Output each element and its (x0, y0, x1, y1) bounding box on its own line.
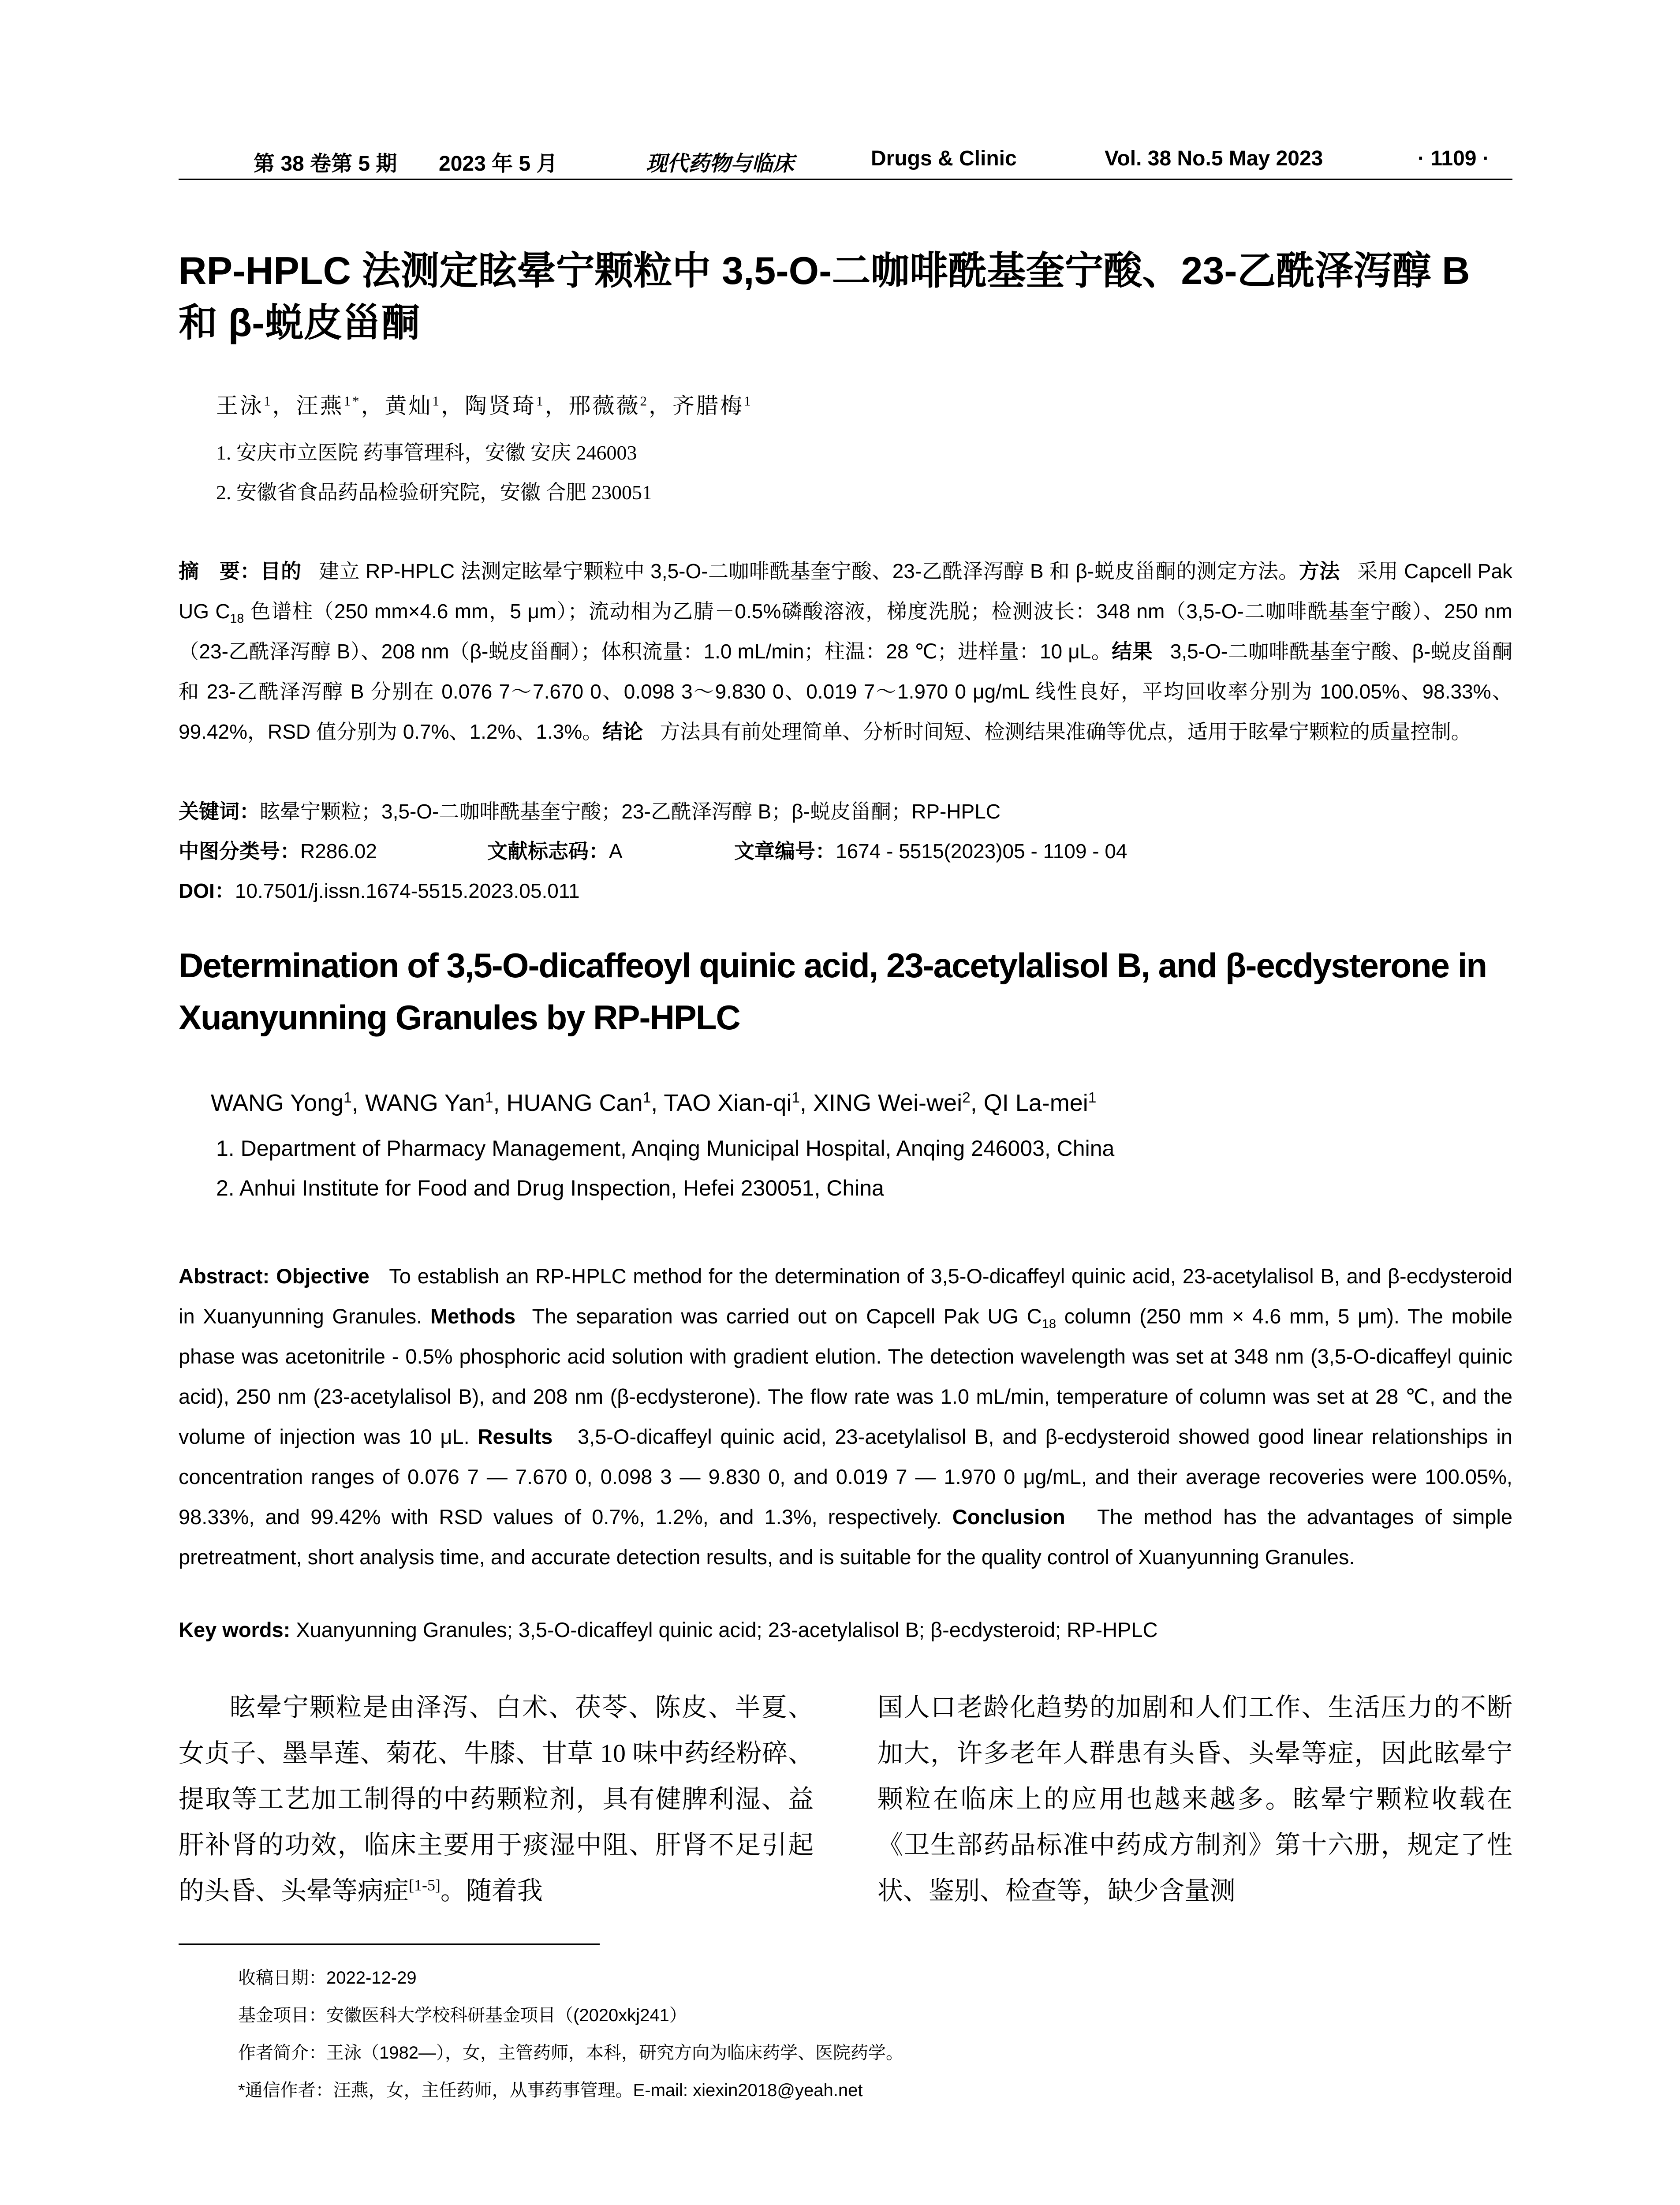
en-author-separator: , (970, 1090, 984, 1116)
author-list-en (211, 1089, 1096, 1117)
abstract-en-objective-label: Objective (276, 1264, 370, 1288)
cn-author-affiliation-mark: 1* (343, 393, 361, 409)
en-author-affiliation-mark: 1 (642, 1090, 651, 1106)
en-author-name: XING Wei-wei (813, 1090, 963, 1116)
cn-author-name: 汪燕 (296, 393, 344, 418)
en-author-affiliation-mark: 1 (485, 1090, 493, 1106)
en-author-name: QI La-mei (983, 1090, 1088, 1116)
cn-author-separator: ， (545, 393, 569, 418)
affiliation-cn-2: 2. 安徽省食品药品检验研究院，安徽 合肥 230051 (216, 481, 652, 504)
affiliation-en-2: 2. Anhui Institute for Food and Drug Inspection, Hefei 230051, China (216, 1176, 884, 1200)
abstract-en-label: Abstract: (179, 1264, 276, 1288)
body-column-left (179, 1685, 814, 1914)
header-rule (179, 179, 1512, 180)
cn-author-separator: ， (441, 393, 465, 418)
abstract-en-results: 3,5-O-dicaffeyl quinic acid, 23-acetylalisol B, and β-ecdysteroid showed good linear relationships in concentration ranges of 0.076 7 — 7.670 0, 0.098 3 — 9.830 0, and 0.019 7 — 1.970 0 μg/mL, and their average recoveries were 100.05%, 98.33%, and 99.42% with RSD values of 0.7%, 1.2%, and 1.3%, respectively. (179, 1425, 1512, 1529)
running-header (179, 142, 1512, 182)
header-page-number: · 1109 · (1418, 147, 1490, 170)
abstract-cn-methods-b: 色谱柱（250 mm×4.6 mm，5 μm）；流动相为乙腈－0.5%磷酸溶液，梯度洗脱；检测波长：348 nm（3,5-O-二咖啡酰基奎宁酸）、250 nm（23-乙酰泽泻醇 B）、208 nm（β-蜕皮甾酮）；体积流量：1.0 mL/min；柱温：28 ℃；进样量：10 μL。 (179, 600, 1513, 663)
abstract-cn (179, 551, 1512, 752)
cn-author-name: 邢薇薇 (568, 393, 640, 418)
header-date-cn: 2023 年 5 月 (439, 152, 558, 176)
keywords-cn-label: 关键词： (179, 800, 260, 823)
abstract-en-methods-b: column (250 mm × 4.6 mm, 5 μm). The mobile phase was acetonitrile - 0.5% phosphoric acid solution with gradient elution. The detection wavelength was set at 348 nm (3,5-O-dicaffeyl quinic acid), 250 nm (23-acetylalisol B), and 208 nm (β-ecdysterone). The flow rate was 1.0 mL/min, temperature of column was set at 28 ℃, and the volume of injection was 10 μL. (179, 1304, 1512, 1448)
abstract-cn-results: 3,5-O-二咖啡酰基奎宁酸、β-蜕皮甾酮和 23-乙酰泽泻醇 B 分别在 0.076 7～7.670 0、0.098 3～9.830 0、0.019 7～1.970 0 μg/mL 线性良好，平均回收率分别为 100.05%、98.33%、99.42%，RSD 值分别为 0.7%、1.2%、1.3%。 (179, 640, 1513, 743)
cn-author-affiliation-mark: 1 (536, 393, 545, 409)
abstract-en-conclusion: The method has the advantages of simple pretreatment, short analysis time, and accurate detection results, and is suitable for the quality control of Xuanyunning Granules. (179, 1505, 1512, 1569)
abstract-cn-conclusion: 方法具有前处理简单、分析时间短、检测结果准确等优点，适用于眩晕宁颗粒的质量控制。 (660, 720, 1471, 743)
document-code: 文献标志码： A (487, 840, 623, 863)
cn-author-name: 齐腊梅 (672, 393, 744, 418)
cn-author-name: 王泳 (216, 393, 264, 418)
footnote-rule (179, 1943, 600, 1945)
footnote-received: 收稿日期：2022-12-29 (238, 1968, 417, 1988)
clc-number: 中图分类号： R286.02 (179, 840, 377, 863)
cn-author-separator: ， (649, 393, 672, 418)
en-author-affiliation-mark: 1 (791, 1090, 800, 1106)
cn-author-name: 陶贤琦 (465, 393, 536, 418)
keywords-cn-text: 眩晕宁颗粒；3,5-O-二咖啡酰基奎宁酸；23-乙酰泽泻醇 B；β-蜕皮甾酮；RP-HPLC (260, 800, 1001, 823)
footnote-correspondence: *通信作者：汪燕，女，主任药师，从事药事管理。E-mail: xiexin2018@yeah.net (238, 2081, 863, 2100)
abstract-cn-methods-a: 采用 Capcell Pak UG C (179, 560, 1513, 623)
keywords-en (179, 1610, 1512, 1650)
doi-value[interactable]: 10.7501/j.issn.1674-5515.2023.05.011 (235, 879, 580, 902)
keywords-en-text: Xuanyunning Granules; 3,5-O-dicaffeyl quinic acid; 23-acetylalisol B; β-ecdysteroid; RP-HPLC (296, 1618, 1158, 1641)
affiliation-en-1: 1. Department of Pharmacy Management, Anqing Municipal Hospital, Anqing 246003, China (216, 1136, 1115, 1161)
abstract-cn-label: 摘 要： (179, 560, 261, 583)
en-author-affiliation-mark: 2 (962, 1090, 971, 1106)
cn-author-name: 黄灿 (385, 393, 433, 418)
cn-author-separator: ， (272, 393, 296, 418)
abstract-en (179, 1256, 1512, 1577)
en-author-separator: , (351, 1090, 365, 1116)
header-volume-en: Vol. 38 No.5 May 2023 (1105, 147, 1323, 170)
keywords-cn (179, 792, 1512, 832)
keywords-en-label: Key words: (179, 1618, 296, 1641)
header-journal-en: Drugs & Clinic (871, 147, 1017, 170)
doi-label: DOI： (179, 879, 235, 902)
header-volume-cn: 第 38 卷第 5 期 (254, 152, 397, 176)
en-author-name: WANG Yan (365, 1090, 485, 1116)
abstract-en-results-label: Results (478, 1425, 553, 1448)
footnote-author: 作者简介：王泳（1982—），女，主管药师，本科，研究方向为临床药学、医院药学。 (238, 2043, 903, 2063)
citation-ref[interactable]: [1-5] (409, 1876, 441, 1894)
affiliation-cn-1: 1. 安庆市立医院 药事管理科，安徽 安庆 246003 (216, 441, 637, 464)
cn-author-affiliation-mark: 2 (640, 393, 649, 409)
header-journal-cn: 现代药物与临床 (646, 151, 795, 176)
cn-author-separator: ， (361, 393, 385, 418)
en-author-separator: , (651, 1090, 664, 1116)
article-title-en: Determination of 3,5-O-dicaffeoyl quinic acid, 23-acetylalisol B, and β-ecdysterone in Xuanyunning Granules by RP-HPLC (179, 946, 1487, 1037)
abstract-cn-results-label: 结果 (1112, 640, 1153, 663)
abstract-cn-objective: 建立 RP-HPLC 法测定眩晕宁颗粒中 3,5-O-二咖啡酰基奎宁酸、23-乙酰泽泻醇 B 和 β-蜕皮甾酮的测定方法。 (319, 560, 1299, 583)
author-list-cn (216, 388, 753, 420)
article-number: 文章编号： 1674 - 5515(2023)05 - 1109 - 04 (734, 840, 1127, 863)
en-author-name: TAO Xian-qi (664, 1090, 792, 1116)
cn-author-affiliation-mark: 1 (432, 393, 441, 409)
body-left-text-end: 。随着我 (440, 1876, 543, 1905)
body-column-right: 国人口老龄化趋势的加剧和人们工作、生活压力的不断加大，许多老年人群患有头昏、头晕等症，因此眩晕宁颗粒在临床上的应用也越来越多。眩晕宁颗粒收载在《卫生部药品标准中药成方制剂》第十六册，规定了性状、鉴别、检查等，缺少含量测 (877, 1693, 1512, 1905)
abstract-en-methods-a: The separation was carried out on Capcell Pak UG C (532, 1304, 1042, 1328)
abstract-en-methods-label: Methods (430, 1304, 516, 1328)
cn-author-affiliation-mark: 1 (264, 393, 273, 409)
doi-line (179, 871, 1512, 911)
abstract-cn-methods-sub: 18 (230, 612, 244, 626)
cn-author-affiliation-mark: 1 (744, 393, 753, 409)
abstract-cn-conclusion-label: 结论 (602, 720, 643, 743)
body-left-text: 眩晕宁颗粒是由泽泻、白术、茯苓、陈皮、半夏、女贞子、墨旱莲、菊花、牛膝、甘草 10 味中药经粉碎、提取等工艺加工制得的中药颗粒剂，具有健脾利湿、益肝补肾的功效，临床主要用于痰湿中阻、肝肾不足引起的头昏、头晕等病症 (179, 1693, 814, 1905)
footnote-fund: 基金项目：安徽医科大学校科研基金项目（(2020xkj241） (238, 2006, 687, 2025)
abstract-cn-methods-label: 方法 (1299, 560, 1340, 583)
abstract-en-conclusion-label: Conclusion (952, 1505, 1065, 1529)
en-author-affiliation-mark: 1 (343, 1090, 352, 1106)
en-author-affiliation-mark: 1 (1088, 1090, 1097, 1106)
article-title-cn: RP-HPLC 法测定眩晕宁颗粒中 3,5-O-二咖啡酰基奎宁酸、23-乙酰泽泻醇 B 和 β-蜕皮甾酮 (179, 249, 1470, 344)
abstract-en-methods-sub: 18 (1042, 1317, 1057, 1331)
abstract-en-objective: To establish an RP-HPLC method for the determination of 3,5-O-dicaffeyl quinic acid, 23-acetylalisol B, and β-ecdysteroid in Xuanyunning Granules. (179, 1264, 1512, 1328)
abstract-cn-objective-label: 目的 (260, 560, 302, 583)
en-author-separator: , (800, 1090, 814, 1116)
en-author-separator: , (493, 1090, 507, 1116)
en-author-name: HUANG Can (506, 1090, 643, 1116)
en-author-name: WANG Yong (211, 1090, 344, 1116)
